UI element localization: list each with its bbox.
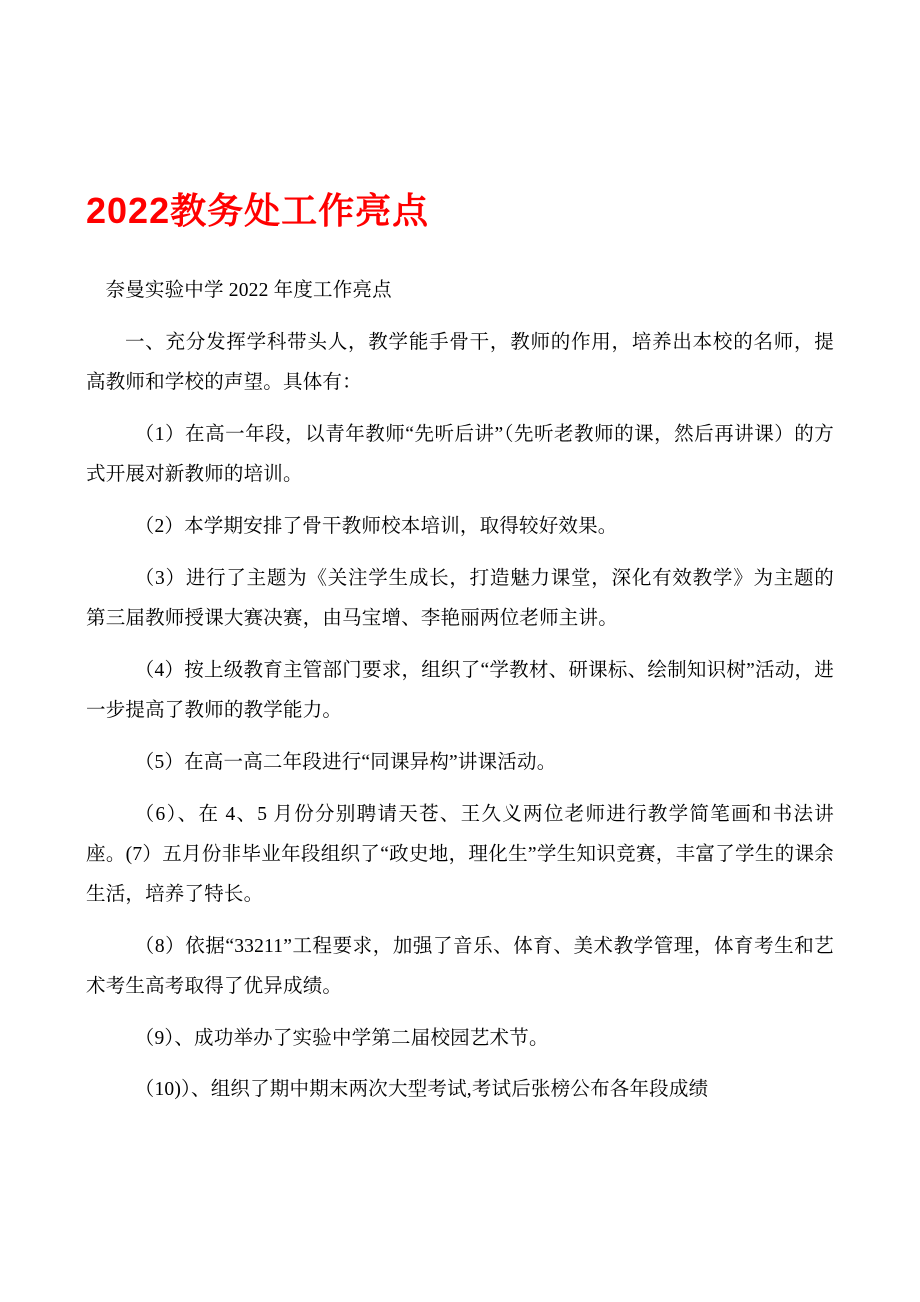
paragraph: （2）本学期安排了骨干教师校本培训，取得较好效果。 bbox=[134, 515, 618, 537]
paragraph: （5）在高一高二年段进行“同课异构”讲课活动。 bbox=[134, 751, 557, 773]
paragraph: （9）、成功举办了实验中学第二届校园艺术节。 bbox=[134, 1027, 549, 1049]
paragraph: 一、充分发挥学科带头人，教学能手骨干，教师的作用，培养出本校的名师，提高教师和学校的声望。具体有： bbox=[86, 331, 834, 393]
paragraph: （1）在高一年段，以青年教师“先听后讲”（先听老教师的课，然后再讲课）的方式开展对新教师的培训。 bbox=[86, 423, 834, 485]
document-body bbox=[86, 271, 834, 1110]
paragraph: （10)）、组织了期中期末两次大型考试,考试后张榜公布各年段成绩 bbox=[134, 1079, 709, 1101]
paragraph: （6）、在 4、5 月份分别聘请天苍、王久义两位老师进行教学简笔画和书法讲座。(7）五月份非毕业年段组织了“政史地，理化生”学生知识竞赛，丰富了学生的课余生活，培养了特长。 bbox=[86, 803, 834, 905]
paragraph: （3）进行了主题为《关注学生成长，打造魅力课堂，深化有效教学》为主题的第三届教师授课大赛决赛，由马宝增、李艳丽两位老师主讲。 bbox=[86, 567, 834, 629]
paragraph: 奈曼实验中学 2022 年度工作亮点 bbox=[105, 280, 392, 301]
paragraph: （8）依据“33211”工程要求，加强了音乐、体育、美术教学管理，体育考生和艺术考生高考取得了优异成绩。 bbox=[86, 935, 834, 997]
paragraph: （4）按上级教育主管部门要求，组织了“学教材、研课标、绘制知识树”活动，进一步提高了教师的教学能力。 bbox=[86, 659, 834, 721]
page-title: 2022教务处工作亮点 bbox=[86, 190, 430, 231]
